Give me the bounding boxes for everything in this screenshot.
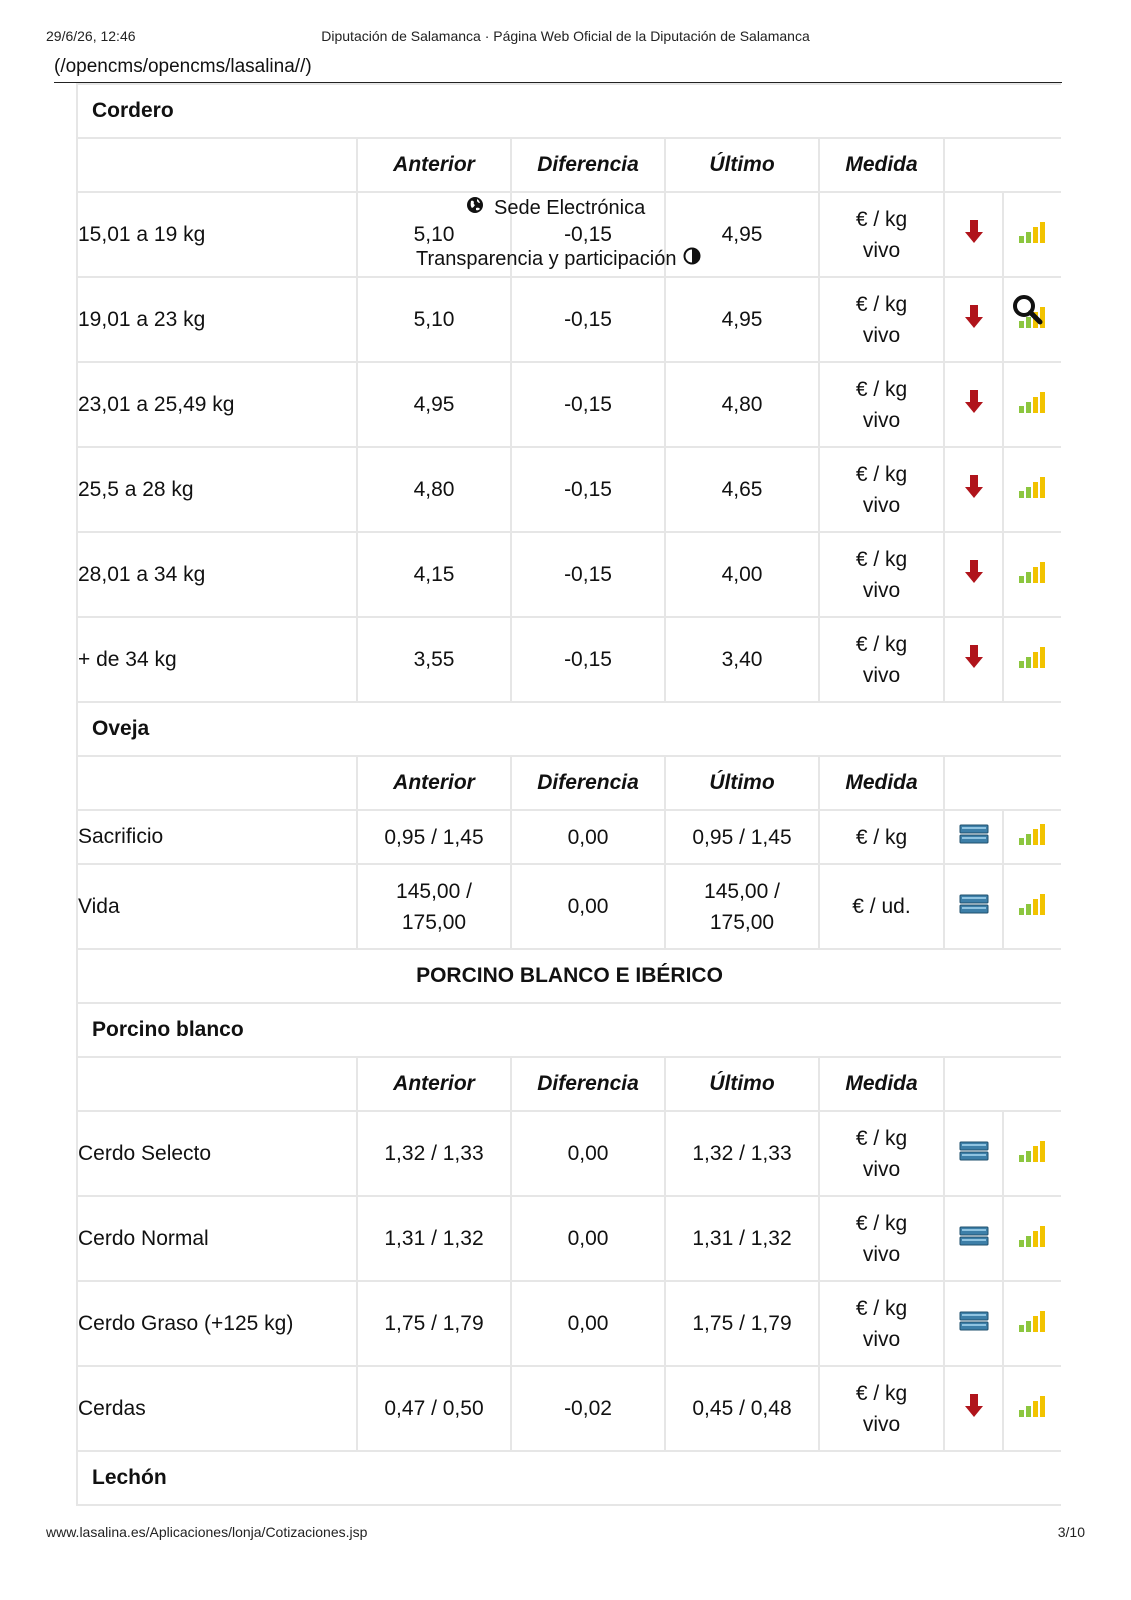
header-icons xyxy=(944,138,1061,192)
header-anterior: Anterior xyxy=(357,138,511,192)
row-diferencia: -0,15 xyxy=(511,277,665,362)
table-row xyxy=(77,277,1061,362)
header-icons xyxy=(944,756,1061,810)
header-ultimo: Último xyxy=(665,1057,819,1111)
print-url: www.lasalina.es/Aplicaciones/lonja/Cotizaciones.jsp xyxy=(46,1524,368,1540)
medida-qualifier: vivo xyxy=(862,578,901,602)
row-diferencia: 0,00 xyxy=(511,810,665,864)
row-medida xyxy=(819,532,944,617)
medida-unit: € / kg xyxy=(855,292,908,316)
arrow-down-icon xyxy=(964,474,984,506)
row-anterior: 5,10 xyxy=(357,277,511,362)
table-row xyxy=(77,532,1061,617)
trend-cell xyxy=(944,1366,1003,1451)
header-medida: Medida xyxy=(819,756,944,810)
chart-cell[interactable] xyxy=(1003,447,1061,532)
row-anterior: 4,80 xyxy=(357,447,511,532)
trend-cell xyxy=(944,192,1003,277)
trend-cell xyxy=(944,1111,1003,1196)
arrow-down-icon xyxy=(964,559,984,591)
row-ultimo: 4,80 xyxy=(665,362,819,447)
value-part: 175,00 xyxy=(401,910,467,934)
medida-unit: € / kg xyxy=(855,462,908,486)
trend-cell xyxy=(944,277,1003,362)
home-link[interactable]: (/opencms/opencms/lasalina//) xyxy=(54,56,312,77)
row-name: 25,5 a 28 kg xyxy=(77,447,357,532)
sede-electronica-label: Sede Electrónica xyxy=(494,196,646,219)
row-medida xyxy=(819,1111,944,1196)
chart-cell[interactable] xyxy=(1003,1196,1061,1281)
row-anterior: 1,75 / 1,79 xyxy=(357,1281,511,1366)
row-medida xyxy=(819,277,944,362)
medida-unit: € / kg xyxy=(855,1126,908,1150)
row-name: 23,01 a 25,49 kg xyxy=(77,362,357,447)
section-title: Lechón xyxy=(77,1451,1061,1505)
row-name: 19,01 a 23 kg xyxy=(77,277,357,362)
bar-chart-icon[interactable] xyxy=(1018,1394,1048,1424)
row-diferencia: -0,15 xyxy=(511,532,665,617)
section-oveja xyxy=(77,702,1061,756)
header-diferencia: Diferencia xyxy=(511,138,665,192)
equal-icon xyxy=(959,894,989,920)
header-medida: Medida xyxy=(819,138,944,192)
row-name: Cerdas xyxy=(77,1366,357,1451)
contrast-icon[interactable] xyxy=(683,247,701,271)
header-ultimo: Último xyxy=(665,756,819,810)
print-page-title: Diputación de Salamanca · Página Web Oficial de la Diputación de Salamanca xyxy=(321,28,810,44)
column-header-row xyxy=(77,1057,1061,1111)
medida-qualifier: vivo xyxy=(862,663,901,687)
bar-chart-icon[interactable] xyxy=(1018,220,1048,250)
row-medida: € / kg xyxy=(819,810,944,864)
row-medida xyxy=(819,1196,944,1281)
row-name: Cerdo Graso (+125 kg) xyxy=(77,1281,357,1366)
row-ultimo: 0,95 / 1,45 xyxy=(665,810,819,864)
row-medida xyxy=(819,1366,944,1451)
row-diferencia: -0,15 xyxy=(511,617,665,702)
search-button[interactable] xyxy=(1011,293,1043,330)
globe-icon xyxy=(466,196,484,220)
row-ultimo xyxy=(665,864,819,949)
quotes-table-wrapper xyxy=(76,83,1061,1548)
value-part: 175,00 xyxy=(709,910,775,934)
row-anterior: 4,15 xyxy=(357,532,511,617)
trend-cell xyxy=(944,810,1003,864)
header-empty xyxy=(77,138,357,192)
arrow-down-icon xyxy=(964,304,984,336)
row-medida xyxy=(819,192,944,277)
medida-unit: € / kg xyxy=(855,1296,908,1320)
chart-cell[interactable] xyxy=(1003,532,1061,617)
trend-cell xyxy=(944,617,1003,702)
transparencia-label: Transparencia y participación xyxy=(416,247,677,270)
row-anterior: 1,31 / 1,32 xyxy=(357,1196,511,1281)
section-lechon xyxy=(77,1451,1061,1505)
row-ultimo: 3,40 xyxy=(665,617,819,702)
banner-title: PORCINO BLANCO E IBÉRICO xyxy=(77,949,1061,1003)
value-part: 145,00 / xyxy=(704,879,780,903)
table-row xyxy=(77,810,1061,864)
column-header-row xyxy=(77,756,1061,810)
sede-electronica-link[interactable] xyxy=(466,196,645,220)
section-cordero xyxy=(77,84,1061,138)
medida-qualifier: vivo xyxy=(862,323,901,347)
row-diferencia: 0,00 xyxy=(511,864,665,949)
row-name: Sacrificio xyxy=(77,810,357,864)
chart-cell[interactable] xyxy=(1003,1281,1061,1366)
section-porcino-blanco xyxy=(77,1003,1061,1057)
row-diferencia: 0,00 xyxy=(511,1111,665,1196)
header-anterior: Anterior xyxy=(357,1057,511,1111)
chart-cell[interactable] xyxy=(1003,192,1061,277)
bar-chart-icon[interactable] xyxy=(1018,645,1048,675)
arrow-down-icon xyxy=(964,219,984,251)
section-title: Oveja xyxy=(77,702,1061,756)
equal-icon xyxy=(959,1311,989,1337)
table-row xyxy=(77,1281,1061,1366)
trend-cell xyxy=(944,1281,1003,1366)
row-medida: € / ud. xyxy=(819,864,944,949)
row-ultimo: 4,65 xyxy=(665,447,819,532)
chart-cell[interactable] xyxy=(1003,864,1061,949)
header-ultimo: Último xyxy=(665,138,819,192)
row-anterior: 0,95 / 1,45 xyxy=(357,810,511,864)
category-banner xyxy=(77,949,1061,1003)
row-medida xyxy=(819,1281,944,1366)
header-diferencia: Diferencia xyxy=(511,756,665,810)
row-diferencia: -0,15 xyxy=(511,447,665,532)
header-anterior: Anterior xyxy=(357,756,511,810)
column-header-row xyxy=(77,138,1061,192)
bar-chart-icon[interactable] xyxy=(1018,475,1048,505)
medida-qualifier: vivo xyxy=(862,408,901,432)
equal-icon xyxy=(959,1226,989,1252)
medida-unit: € / kg xyxy=(855,1381,908,1405)
print-footer xyxy=(46,1524,1085,1544)
row-name: Vida xyxy=(77,864,357,949)
row-name: Cerdo Selecto xyxy=(77,1111,357,1196)
table-row xyxy=(77,1196,1061,1281)
row-name: + de 34 kg xyxy=(77,617,357,702)
row-name: Cerdo Normal xyxy=(77,1196,357,1281)
row-anterior: 5,10 xyxy=(357,192,511,277)
print-header xyxy=(46,28,1085,48)
trend-cell xyxy=(944,1196,1003,1281)
trend-cell xyxy=(944,864,1003,949)
row-medida xyxy=(819,617,944,702)
row-diferencia: 0,00 xyxy=(511,1281,665,1366)
chart-cell[interactable] xyxy=(1003,362,1061,447)
arrow-down-icon xyxy=(964,389,984,421)
table-row xyxy=(77,447,1061,532)
row-ultimo: 1,75 / 1,79 xyxy=(665,1281,819,1366)
row-anterior: 3,55 xyxy=(357,617,511,702)
row-ultimo: 1,32 / 1,33 xyxy=(665,1111,819,1196)
medida-unit: € / kg xyxy=(855,207,908,231)
chart-cell[interactable] xyxy=(1003,810,1061,864)
bar-chart-icon[interactable] xyxy=(1018,1224,1048,1254)
transparencia-link[interactable] xyxy=(416,247,701,271)
medida-qualifier: vivo xyxy=(862,1412,901,1436)
print-date: 29/6/26, 12:46 xyxy=(46,28,136,44)
header-icons xyxy=(944,1057,1061,1111)
equal-icon xyxy=(959,1141,989,1167)
medida-qualifier: vivo xyxy=(862,1157,901,1181)
bar-chart-icon[interactable] xyxy=(1018,892,1048,922)
table-row xyxy=(77,1111,1061,1196)
row-name: 15,01 a 19 kg xyxy=(77,192,357,277)
page-number: 3/10 xyxy=(1057,1524,1085,1540)
row-diferencia: -0,15 xyxy=(511,362,665,447)
bar-chart-icon[interactable] xyxy=(1018,390,1048,420)
header-empty xyxy=(77,1057,357,1111)
medida-unit: € / kg xyxy=(855,632,908,656)
header-empty xyxy=(77,756,357,810)
table-row xyxy=(77,864,1061,949)
row-anterior: 4,95 xyxy=(357,362,511,447)
search-icon[interactable] xyxy=(1011,293,1043,330)
bar-chart-icon[interactable] xyxy=(1018,822,1048,852)
value-part: 145,00 / xyxy=(396,879,472,903)
row-medida xyxy=(819,362,944,447)
row-diferencia: -0,15 xyxy=(511,192,665,277)
bar-chart-icon[interactable] xyxy=(1018,1309,1048,1339)
bar-chart-icon[interactable] xyxy=(1018,560,1048,590)
chart-cell[interactable] xyxy=(1003,617,1061,702)
section-title: Porcino blanco xyxy=(77,1003,1061,1057)
table-row xyxy=(77,1366,1061,1451)
row-anterior xyxy=(357,864,511,949)
section-title: Cordero xyxy=(77,84,1061,138)
quotes-table-body xyxy=(77,84,1061,1505)
row-diferencia: -0,02 xyxy=(511,1366,665,1451)
table-row xyxy=(77,617,1061,702)
medida-unit: € / kg xyxy=(855,547,908,571)
medida-qualifier: vivo xyxy=(862,238,901,262)
medida-unit: € / kg xyxy=(855,1211,908,1235)
arrow-down-icon xyxy=(964,644,984,676)
row-ultimo: 4,95 xyxy=(665,277,819,362)
row-medida xyxy=(819,447,944,532)
row-ultimo: 1,31 / 1,32 xyxy=(665,1196,819,1281)
row-name: 28,01 a 34 kg xyxy=(77,532,357,617)
row-ultimo: 0,45 / 0,48 xyxy=(665,1366,819,1451)
arrow-down-icon xyxy=(964,1393,984,1425)
quotes-table xyxy=(76,83,1061,1506)
medida-unit: € / kg xyxy=(855,377,908,401)
row-ultimo: 4,00 xyxy=(665,532,819,617)
trend-cell xyxy=(944,532,1003,617)
chart-cell[interactable] xyxy=(1003,1111,1061,1196)
medida-qualifier: vivo xyxy=(862,1242,901,1266)
row-ultimo: 4,95 xyxy=(665,192,819,277)
chart-cell[interactable] xyxy=(1003,1366,1061,1451)
row-anterior: 0,47 / 0,50 xyxy=(357,1366,511,1451)
trend-cell xyxy=(944,447,1003,532)
table-row xyxy=(77,362,1061,447)
row-diferencia: 0,00 xyxy=(511,1196,665,1281)
medida-qualifier: vivo xyxy=(862,493,901,517)
header-diferencia: Diferencia xyxy=(511,1057,665,1111)
medida-qualifier: vivo xyxy=(862,1327,901,1351)
trend-cell xyxy=(944,362,1003,447)
header-medida: Medida xyxy=(819,1057,944,1111)
equal-icon xyxy=(959,824,989,850)
row-anterior: 1,32 / 1,33 xyxy=(357,1111,511,1196)
bar-chart-icon[interactable] xyxy=(1018,1139,1048,1169)
